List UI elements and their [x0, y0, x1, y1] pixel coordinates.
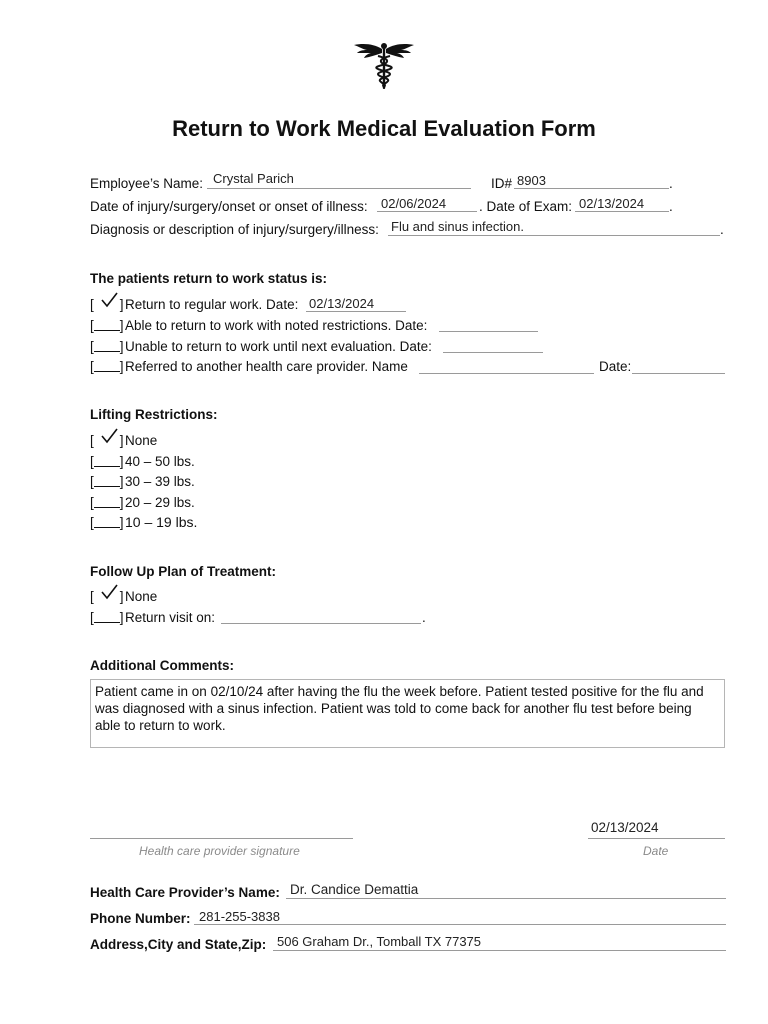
address-underline	[273, 950, 726, 951]
signature-date-field[interactable]: 02/13/2024	[591, 820, 659, 835]
referred-date-label: Date:	[599, 359, 632, 374]
followup-checkbox-return-visit[interactable]: [ ]	[90, 610, 124, 625]
comments-heading: Additional Comments:	[90, 658, 234, 673]
comments-textarea[interactable]: Patient came in on 02/10/24 after having the flu the week before. Patient tested positive for the flu and was diagnosed with a sinus infection. Patient was told to come back for another flu test before being able to return to work.	[90, 679, 725, 748]
status-option-label: Return to regular work. Date:	[125, 297, 299, 312]
phone-label: Phone Number:	[90, 911, 191, 926]
status-checkbox-restrictions[interactable]: [ ]	[90, 318, 124, 333]
phone-underline	[194, 924, 726, 925]
status-checkbox-unable[interactable]: [ ]	[90, 339, 124, 354]
return-date-underline	[306, 311, 406, 312]
id-label: ID#	[491, 176, 513, 191]
period: .	[669, 176, 673, 191]
followup-checkbox-none[interactable]: [ ]	[90, 589, 124, 604]
provider-name-label: Health Care Provider’s Name:	[90, 885, 280, 900]
date-exam-underline	[575, 211, 669, 212]
return-date-field[interactable]: 02/13/2024	[309, 296, 375, 311]
address-label: Address,City and State,Zip:	[90, 937, 267, 952]
diagnosis-label: Diagnosis or description of injury/surgery/illness:	[90, 222, 379, 237]
followup-heading: Follow Up Plan of Treatment:	[90, 564, 277, 579]
date-injury-field[interactable]: 02/06/2024	[381, 196, 447, 211]
status-option-label: Referred to another health care provider. Name	[125, 359, 408, 374]
signature-date-line	[588, 838, 725, 839]
status-option-label: Able to return to work with noted restrictions. Date:	[125, 318, 428, 333]
caduceus-icon	[352, 40, 416, 92]
signature-line[interactable]	[90, 838, 353, 839]
employee-name-label: Employee’s Name:	[90, 176, 204, 191]
lifting-option-label: 10 – 19 lbs.	[125, 514, 198, 530]
status-checkbox-regular[interactable]: [ ]	[90, 297, 124, 312]
provider-name-underline	[286, 898, 726, 899]
phone-field[interactable]: 281-255-3838	[199, 909, 280, 924]
check-icon	[100, 427, 118, 445]
lifting-checkbox-none[interactable]: [ ]	[90, 433, 124, 448]
lifting-option-label: 40 – 50 lbs.	[125, 454, 195, 469]
status-checkbox-referred[interactable]: [ ]	[90, 359, 124, 374]
status-heading: The patients return to work status is:	[90, 271, 328, 286]
signature-caption: Health care provider signature	[139, 844, 300, 858]
employee-name-field[interactable]: Crystal Parich	[213, 171, 294, 186]
id-underline	[514, 188, 669, 189]
lifting-option-label: None	[125, 433, 158, 448]
period: .	[669, 199, 673, 214]
diagnosis-underline	[388, 235, 720, 236]
status-option-label: Unable to return to work until next evaluation. Date:	[125, 339, 432, 354]
lifting-checkbox-10-19[interactable]: [ ]	[90, 515, 124, 530]
lifting-heading: Lifting Restrictions:	[90, 407, 218, 422]
period: .	[720, 222, 724, 237]
referred-name-underline[interactable]	[419, 373, 594, 374]
unable-date-underline[interactable]	[443, 352, 543, 353]
lifting-option-label: 30 – 39 lbs.	[125, 474, 195, 489]
lifting-checkbox-30-39[interactable]: [ ]	[90, 474, 124, 489]
provider-name-field[interactable]: Dr. Candice Demattia	[290, 882, 419, 897]
form-title: Return to Work Medical Evaluation Form	[172, 116, 596, 141]
period: .	[422, 610, 426, 625]
address-field[interactable]: 506 Graham Dr., Tomball TX 77375	[277, 934, 482, 949]
date-injury-label: Date of injury/surgery/onset or onset of illness:	[90, 199, 368, 214]
lifting-checkbox-40-50[interactable]: [ ]	[90, 454, 124, 469]
followup-option-label: None	[125, 589, 158, 604]
date-injury-underline	[377, 211, 477, 212]
diagnosis-field[interactable]: Flu and sinus infection.	[391, 219, 524, 234]
id-field[interactable]: 8903	[517, 173, 546, 188]
date-exam-label: . Date of Exam:	[479, 199, 573, 214]
employee-name-underline	[207, 188, 471, 189]
date-exam-field[interactable]: 02/13/2024	[579, 196, 645, 211]
lifting-option-label: 20 – 29 lbs.	[125, 495, 195, 510]
followup-option-label: Return visit on:	[125, 610, 216, 625]
date-caption: Date	[643, 844, 669, 858]
referred-date-underline[interactable]	[632, 373, 725, 374]
check-icon	[100, 291, 118, 309]
restrictions-date-underline[interactable]	[439, 331, 538, 332]
return-visit-underline[interactable]	[221, 623, 421, 624]
lifting-checkbox-20-29[interactable]: [ ]	[90, 495, 124, 510]
check-icon	[100, 583, 118, 601]
